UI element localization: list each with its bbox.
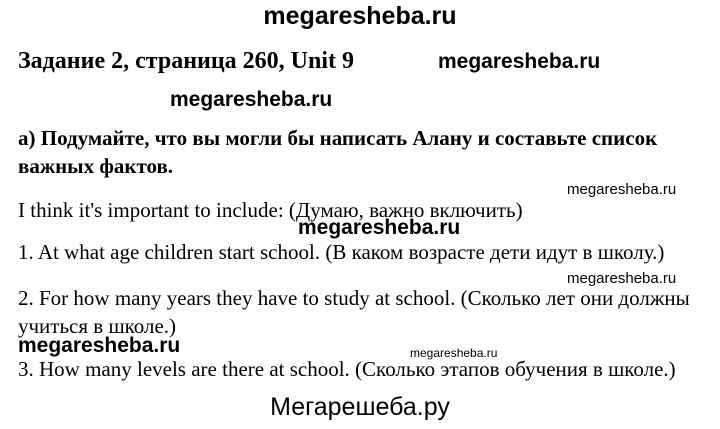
watermark-left: megaresheba.ru — [18, 334, 181, 357]
watermark-small-3: megaresheba.ru — [410, 346, 498, 360]
watermark-small-2: megaresheba.ru — [567, 270, 677, 287]
watermark-below-title: megaresheba.ru — [170, 88, 333, 111]
answer-line-1: 1. At what age children start school. (В каком возрасте дети идут в школу.) — [18, 240, 665, 264]
answer-line-2: 2. For how many years they have to study at school. (Сколько лет они должны — [18, 286, 690, 310]
watermark-center: megaresheba.ru — [298, 216, 461, 239]
watermark-right-of-title: megaresheba.ru — [438, 50, 601, 73]
answer-line-3: 3. How many levels are there at school. (Сколько этапов обучения в школе.) — [18, 357, 676, 381]
watermark-bottom: Мегарешеба.ру — [270, 393, 450, 421]
answer-line-2-continued: учиться в школе.) — [18, 314, 177, 338]
page-title: Задание 2, страница 260, Unit 9 — [18, 48, 355, 74]
task-instruction: а) Подумайте, что вы могли бы написать Алану и составьте список важных фактов. — [18, 126, 658, 178]
watermark-top: megaresheba.ru — [263, 2, 457, 30]
watermark-small-1: megaresheba.ru — [567, 181, 677, 198]
answer-intro-line: I think it's important to include: (Думаю, важно включить) — [18, 198, 523, 222]
